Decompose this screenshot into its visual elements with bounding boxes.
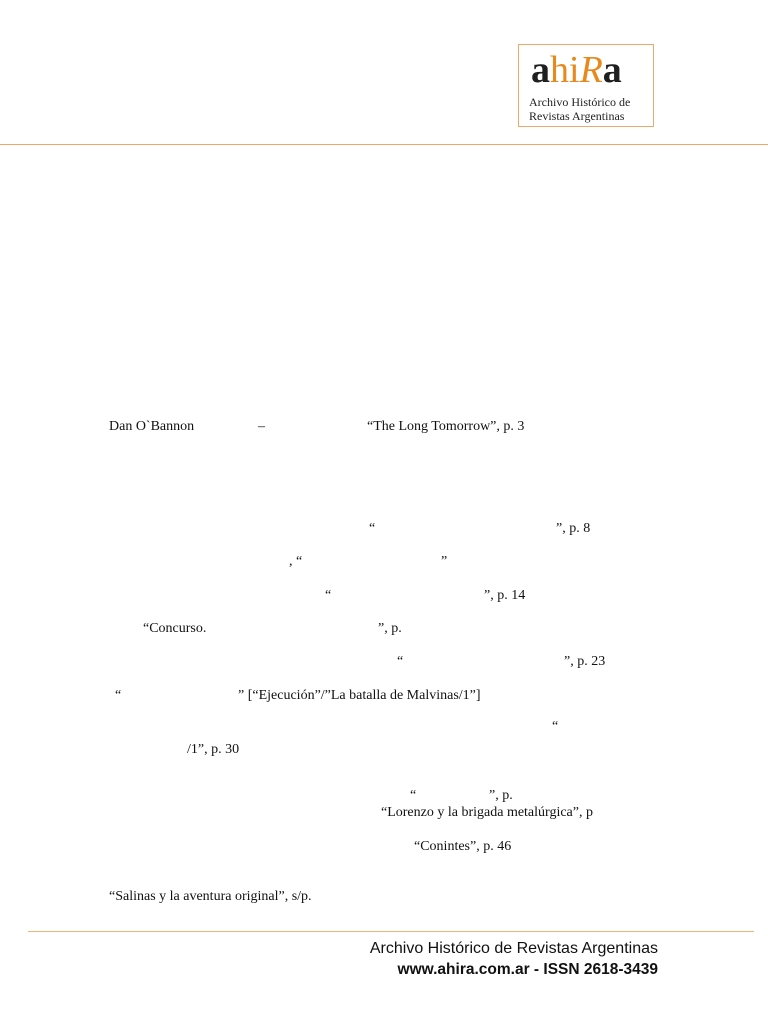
logo-subtitle-line1: Archivo Histórico de xyxy=(529,95,631,109)
logo-letter-r: R xyxy=(579,49,603,91)
text-fragment: ”, p. 23 xyxy=(564,654,606,669)
text-fragment: “ xyxy=(410,788,417,803)
logo-subtitle-line2: Revistas Argentinas xyxy=(529,109,625,123)
text-fragment: – xyxy=(258,419,265,434)
text-fragment: /1”, p. 30 xyxy=(187,742,240,757)
author-name: Dan O`Bannon xyxy=(109,419,195,434)
text-fragment: “Salinas y la aventura original”, s/p. xyxy=(109,889,312,904)
text-fragment: ”, p. 8 xyxy=(556,521,591,536)
text-fragment: “ xyxy=(325,588,332,603)
text-fragment: “ xyxy=(552,719,559,734)
text-fragment: ” [“Ejecución”/”La batalla de Malvinas/1”] xyxy=(238,688,481,703)
text-fragment: ”, p. xyxy=(378,621,402,636)
text-fragment: “Conintes”, p. 46 xyxy=(414,839,512,854)
logo-letter-a: a xyxy=(531,49,550,91)
footer-archive-name: Archivo Histórico de Revistas Argentinas xyxy=(369,940,658,957)
logo-subtitle xyxy=(529,95,653,123)
footer-divider xyxy=(28,931,754,932)
text-fragment: “Concurso. xyxy=(143,621,207,636)
text-fragment: “ xyxy=(115,688,122,703)
text-fragment: ”, p. xyxy=(489,788,513,803)
header-divider xyxy=(0,144,768,145)
text-fragment: ” xyxy=(441,554,448,569)
text-fragment: “The Long Tomorrow”, p. 3 xyxy=(367,419,525,434)
logo-letters-hi: hi xyxy=(550,49,580,91)
text-fragment: , “ xyxy=(289,554,303,569)
logo-letter-a-final: a xyxy=(602,49,622,91)
text-fragment: “ xyxy=(397,654,404,669)
text-fragment: “Lorenzo y la brigada metalúrgica”, p xyxy=(381,805,593,820)
footer-website-issn: www.ahira.com.ar - ISSN 2618-3439 xyxy=(397,961,658,978)
text-fragment: ”, p. 14 xyxy=(484,588,526,603)
text-fragment: “ xyxy=(369,521,376,536)
logo-wordmark xyxy=(531,48,622,92)
ahira-logo xyxy=(518,44,654,127)
